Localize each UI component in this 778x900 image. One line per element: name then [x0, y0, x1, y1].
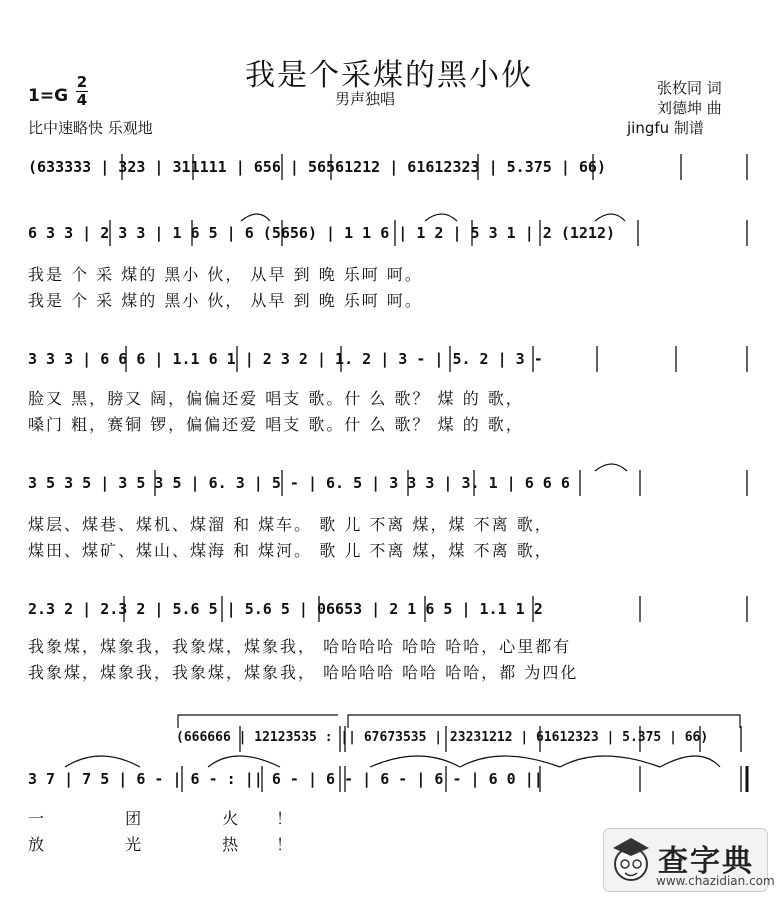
system-3-lyric-1: 脸又 黑，膀又 阔，偏偏还爱 唱支 歌。什 么 歌？ 煤 的 歌，	[28, 389, 524, 408]
system-2-lyric-2: 我是 个 采 煤的 黑小 伙， 从早 到 晚 乐呵 呵。	[28, 291, 423, 310]
logo-name: 查字典	[658, 844, 754, 879]
engraver-credit: jingfu 制谱	[627, 119, 704, 137]
system-5-notes: 2.3 2 | 2.3 2 | 5.6 5 | 5.6 5 | 06653 | 2 1 6 5 | 1.1 1 2	[28, 600, 543, 618]
performance-type: 男声独唱	[335, 90, 396, 108]
barlines	[110, 154, 747, 792]
logo-url: www.chazidian.com	[656, 874, 775, 888]
system-6-upper-notes: (666666 | 12123535 : || 67673535 | 23231212 | 61612323 | 5.375 | 66)	[176, 730, 709, 745]
system-5-lyric-2: 我象煤，煤象我，我象煤，煤象我， 哈哈哈哈 哈哈 哈哈，都 为四化	[28, 663, 579, 682]
system-4-notes: 3 5 3 5 | 3 5 3 5 | 6. 3 | 5 - | 6. 5 | 3 3 3 | 3. 1 | 6 6 6	[28, 474, 570, 492]
key-signature: 1=G	[28, 86, 69, 106]
system-4-lyric-1: 煤层、煤巷、煤机、煤溜 和 煤车。 歌 儿 不离 煤，煤 不离 歌，	[28, 515, 553, 534]
system-5-lyric-1: 我象煤，煤象我，我象煤，煤象我， 哈哈哈哈 哈哈 哈哈，心里都有	[28, 637, 572, 656]
song-title: 我是个采煤的黑小伙	[245, 58, 533, 93]
volta-brackets	[178, 715, 740, 728]
system-3-lyric-2: 嗓门 粗，赛铜 锣，偏偏还爱 唱支 歌。什 么 歌？ 煤 的 歌，	[28, 415, 524, 434]
system-6-lyric-1: 一 团 火！	[28, 809, 331, 828]
lyricist-credit: 张枚同 词	[657, 79, 722, 97]
meter-bottom: 4	[76, 91, 88, 109]
system-2-notes: 6 3 3 | 2 3 3 | 1 6 5 | 6 (5656) | 1 1 6 | 1 2 | 5 3 1 | 2 (1212)	[28, 224, 615, 242]
system-3-notes: 3 3 3 | 6 6 6 | 1.1 6 1 | 2 3 2 | 1. 2 | 3 - | 5. 2 | 3 -	[28, 350, 543, 368]
system-4-lyric-2: 煤田、煤矿、煤山、煤海 和 煤河。 歌 儿 不离 煤，煤 不离 歌，	[28, 541, 553, 560]
tempo-marking: 比中速略快 乐观地	[28, 119, 153, 137]
system-2-lyric-1: 我是 个 采 煤的 黑小 伙， 从早 到 晚 乐呵 呵。	[28, 265, 423, 284]
system-6-notes: 3 7 | 7 5 | 6 - | 6 - : || 6 - | 6 - | 6 - | 6 - | 6 0 ||	[28, 770, 543, 788]
meter-top: 2	[76, 73, 88, 91]
system-6-lyric-2: 放 光 热！	[28, 835, 331, 854]
composer-credit: 刘德坤 曲	[657, 99, 722, 117]
system-1-notes: (633333 | 323 | 311111 | 656 | 56561212 | 61612323 | 5.375 | 66)	[28, 158, 606, 176]
